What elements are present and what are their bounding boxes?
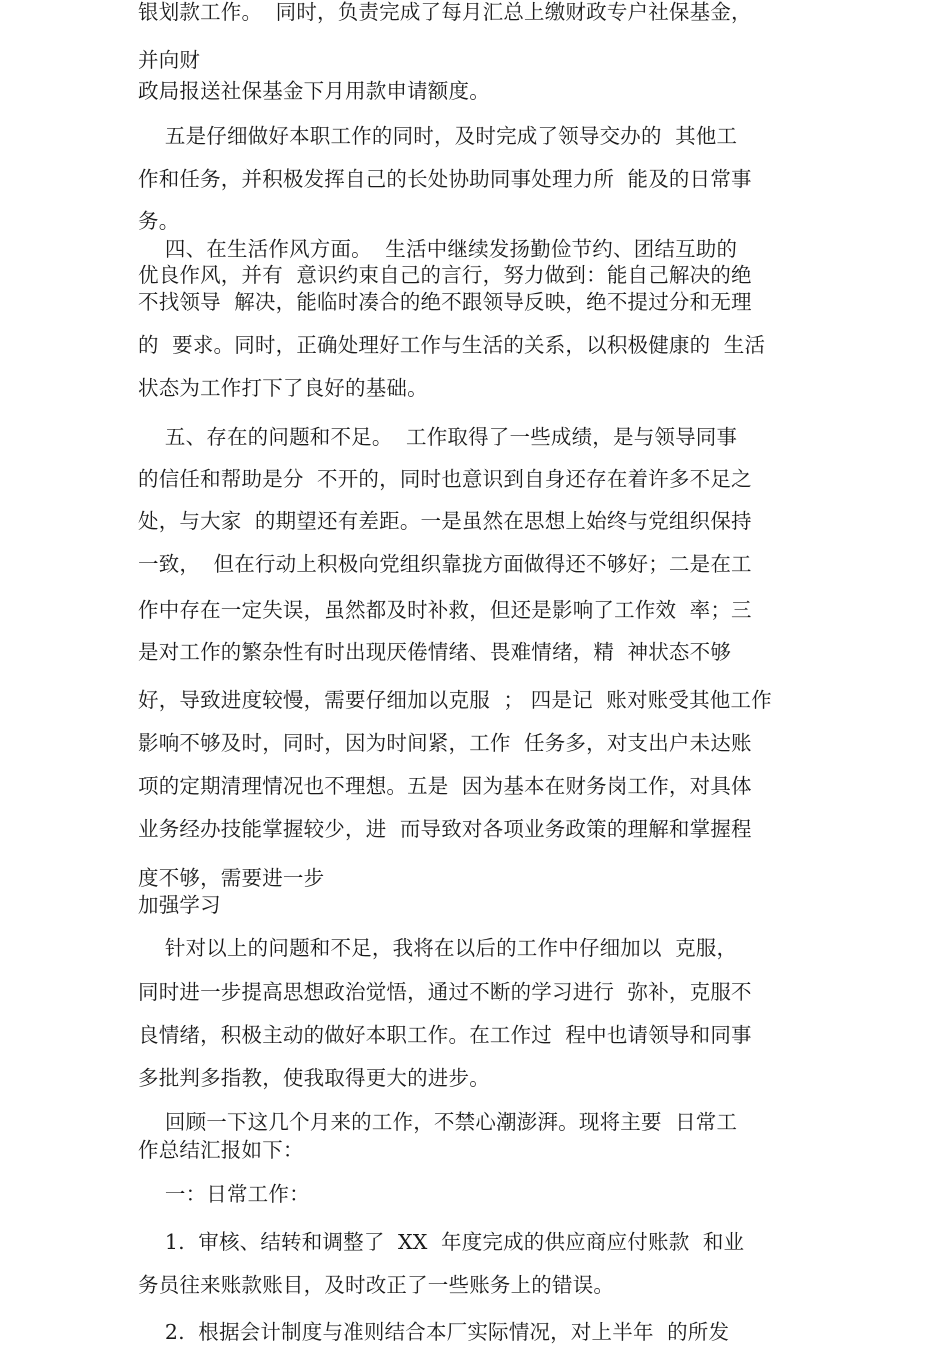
text-line: 同时进一步提高思想政治觉悟，通过不断的学习进行 弥补，克服不	[138, 980, 752, 1004]
text-line: 项的定期清理情况也不理想。五是 因为基本在财务岗工作，对具体	[138, 774, 752, 798]
text-line: 作总结汇报如下：	[138, 1138, 304, 1162]
text-line: 一：日常工作：	[138, 1182, 310, 1206]
text-line: 是对工作的繁杂性有时出现厌倦情绪、畏难情绪，精 神状态不够	[138, 640, 732, 664]
text-line: 处，与大家 的期望还有差距。一是虽然在思想上始终与党组织保持	[138, 509, 752, 533]
text-line: 的 要求。同时，正确处理好工作与生活的关系，以积极健康的 生活	[138, 333, 766, 357]
text-line: 五、存在的问题和不足。 工作取得了一些成绩，是与领导同事	[138, 425, 738, 449]
text-line: 作和任务，并积极发挥自己的长处协助同事处理力所 能及的日常事	[138, 167, 752, 191]
text-line: 针对以上的问题和不足，我将在以后的工作中仔细加以 克服，	[138, 936, 738, 960]
text-line: 好，导致进度较慢，需要仔细加以克服 ； 四是记 账对账受其他工作	[138, 688, 772, 712]
text-line: 优良作风，并有 意识约束自己的言行，努力做到：能自己解决的绝	[138, 263, 752, 287]
text-line: 并向财	[138, 48, 201, 72]
text-line: 银划款工作。 同时，负责完成了每月汇总上缴财政专户社保基金，	[138, 0, 752, 24]
text-line: 的信任和帮助是分 不开的，同时也意识到自身还存在着许多不足之	[138, 467, 752, 491]
text-line: 1. 审核、结转和调整了 XX 年度完成的供应商应付账款 和业	[138, 1230, 745, 1254]
text-line: 度不够，需要进一步	[138, 866, 325, 890]
text-line: 不找领导 解决，能临时凑合的绝不跟领导反映，绝不提过分和无理	[138, 290, 752, 314]
text-line: 务员往来账款账目，及时改正了一些账务上的错误。	[138, 1273, 615, 1297]
text-line: 务。	[138, 209, 180, 233]
text-line: 良情绪，积极主动的做好本职工作。在工作过 程中也请领导和同事	[138, 1023, 752, 1047]
text-line: 回顾一下这几个月来的工作，不禁心潮澎湃。现将主要 日常工	[138, 1110, 738, 1134]
text-line: 业务经办技能掌握较少，进 而导致对各项业务政策的理解和掌握程	[138, 817, 752, 841]
text-line: 五是仔细做好本职工作的同时，及时完成了领导交办的 其他工	[138, 124, 738, 148]
text-line: 2. 根据会计制度与准则结合本厂实际情况，对上半年 的所发	[138, 1320, 730, 1344]
text-line: 多批判多指教，使我取得更大的进步。	[138, 1066, 490, 1090]
text-line: 一致， 但在行动上积极向党组织靠拢方面做得还不够好；二是在工	[138, 552, 752, 576]
text-line: 影响不够及时，同时，因为时间紧，工作 任务多，对支出户未达账	[138, 731, 752, 755]
text-line: 作中存在一定失误，虽然都及时补救，但还是影响了工作效 率；三	[138, 598, 752, 622]
text-line: 加强学习	[138, 893, 221, 917]
text-line: 四、在生活作风方面。 生活中继续发扬勤俭节约、团结互助的	[138, 237, 738, 261]
text-line: 状态为工作打下了良好的基础。	[138, 376, 428, 400]
text-line: 政局报送社保基金下月用款申请额度。	[138, 79, 490, 103]
